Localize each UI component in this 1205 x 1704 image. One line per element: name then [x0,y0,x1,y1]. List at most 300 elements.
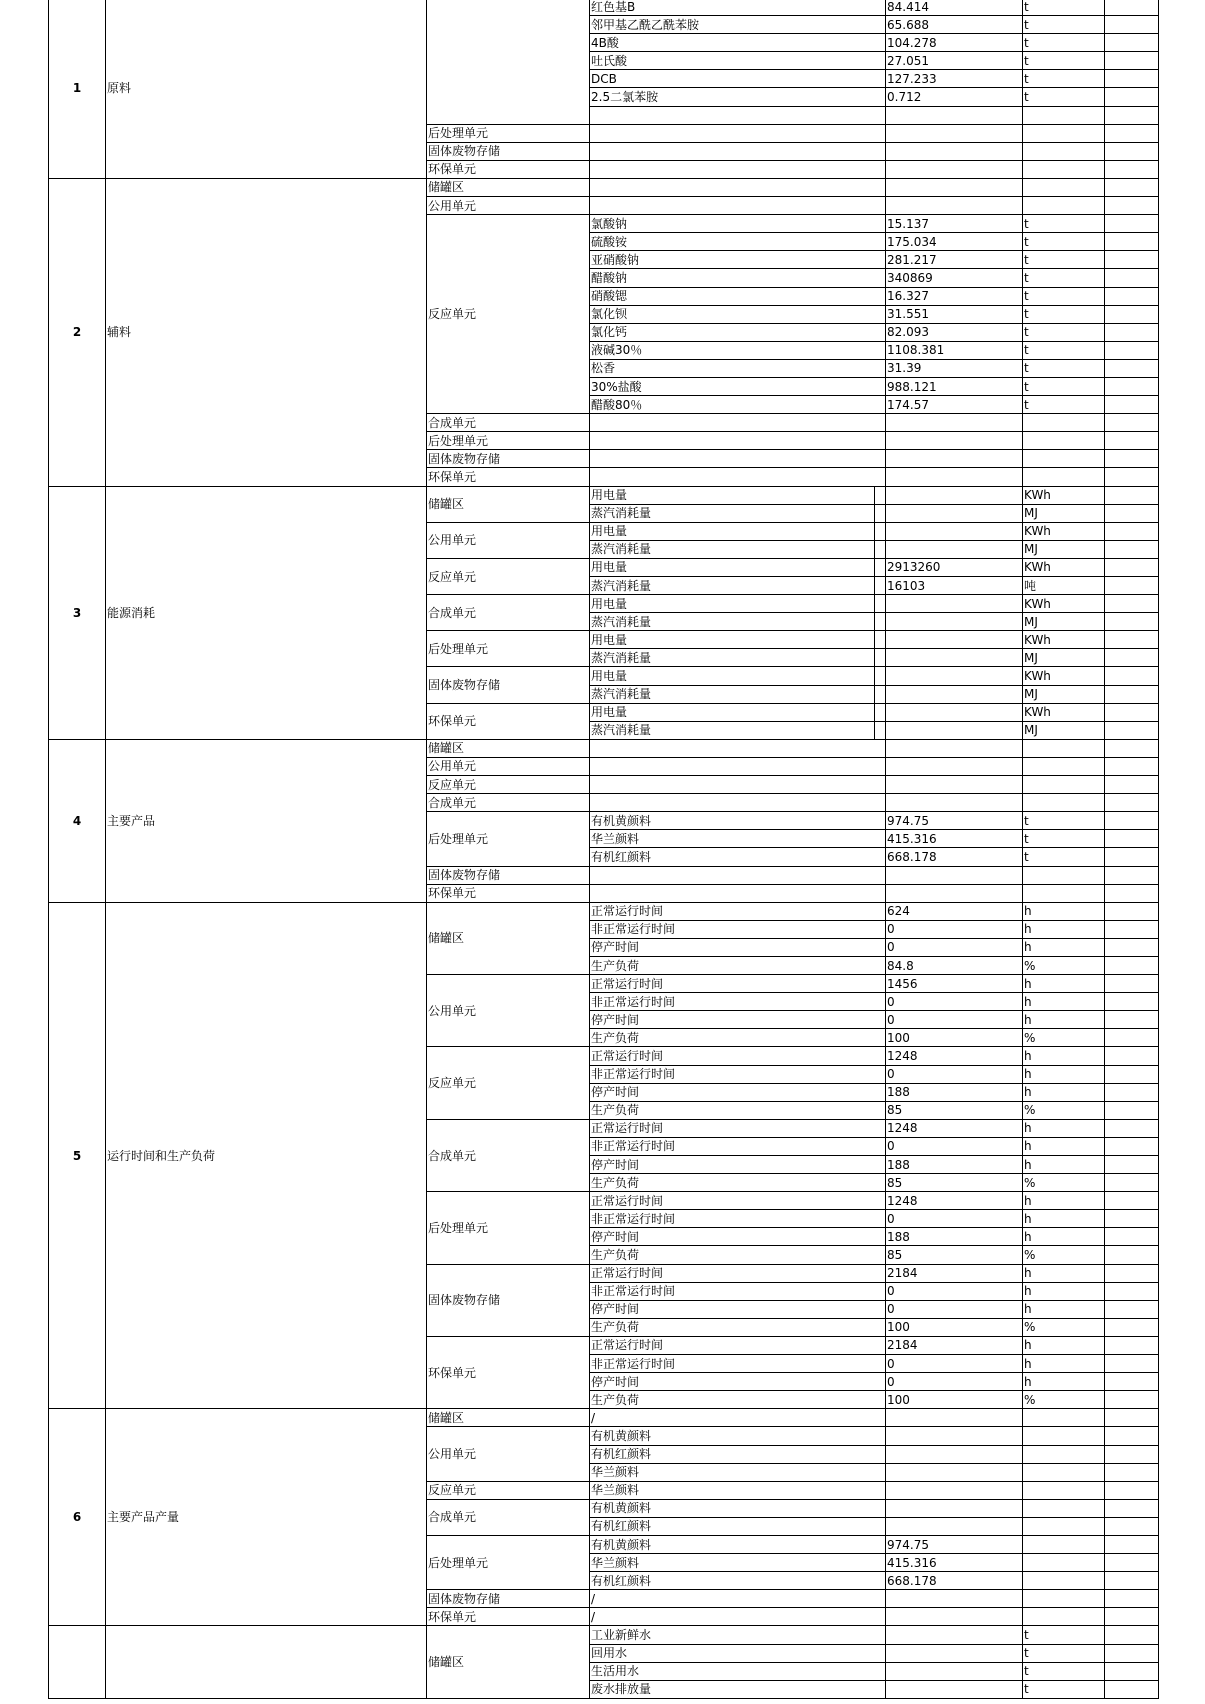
measure-cell: MJ [1023,504,1105,522]
section-number: 5 [49,902,106,1409]
remark-cell [1105,52,1159,70]
value-cell: 100 [886,1029,1023,1047]
measure-cell: KWh [1023,667,1105,685]
measure-cell: % [1023,1246,1105,1264]
measure-cell [1023,468,1105,486]
measure-cell [1023,739,1105,757]
value-cell [886,1481,1023,1499]
unit-cell: 反应单元 [427,558,590,594]
remark-cell [1105,1083,1159,1101]
value-cell [886,197,1023,215]
item-cell [590,178,886,196]
measure-cell: h [1023,920,1105,938]
value-cell: 1248 [886,1047,1023,1065]
remark-cell [1105,739,1159,757]
value-cell [886,1427,1023,1445]
value-cell: 415.316 [886,1554,1023,1572]
remark-cell [1105,1409,1159,1427]
measure-cell: h [1023,1228,1105,1246]
value-cell: 84.414 [886,0,1023,16]
value-cell: 0 [886,938,1023,956]
item-cell: 生产负荷 [590,1318,886,1336]
remark-cell [1105,1264,1159,1282]
item-cell: 有机红颜料 [590,1572,886,1590]
item-cell: 红色基B [590,0,886,16]
remark-cell [1105,721,1159,739]
remark-cell [1105,1336,1159,1354]
remark-cell [1105,1101,1159,1119]
measure-cell: MJ [1023,721,1105,739]
value-cell [886,160,1023,178]
item-cell: 4B酸 [590,34,886,52]
item-cell: 停产时间 [590,1083,886,1101]
measure-cell: % [1023,956,1105,974]
measure-cell [1023,1409,1105,1427]
measure-cell [1023,794,1105,812]
item-cell: 非正常运行时间 [590,1282,886,1300]
value-cell: 174.57 [886,396,1023,414]
remark-cell [1105,920,1159,938]
value-cell [886,884,1023,902]
item-cell: / [590,1608,886,1626]
value-cell: 2184 [886,1264,1023,1282]
value-cell: 15.137 [886,215,1023,233]
remark-cell [1105,1119,1159,1137]
unit-cell: 反应单元 [427,776,590,794]
remark-cell [1105,685,1159,703]
remark-cell [1105,1137,1159,1155]
item-cell: / [590,1409,886,1427]
table-row [49,1626,1159,1644]
unit-cell: 反应单元 [427,1481,590,1499]
unit-cell: 固体废物存储 [427,866,590,884]
remark-cell [1105,178,1159,196]
value-cell: 415.316 [886,830,1023,848]
item-cell [590,739,886,757]
value-cell: 0.712 [886,88,1023,106]
unit-cell: 反应单元 [427,1047,590,1119]
table-body [49,0,1159,1698]
remark-cell [1105,1228,1159,1246]
remark-cell [1105,432,1159,450]
inner-divider [874,558,875,576]
value-cell [886,595,1023,613]
value-cell: 0 [886,1065,1023,1083]
value-cell [886,1680,1023,1698]
item-cell: 液碱30％ [590,341,886,359]
section-number: 6 [49,1409,106,1626]
measure-cell: t [1023,287,1105,305]
measure-cell [1023,1517,1105,1535]
measure-cell: t [1023,70,1105,88]
section-category: 原料 [106,0,427,178]
remark-cell [1105,577,1159,595]
remark-cell [1105,1174,1159,1192]
measure-cell [1023,160,1105,178]
item-cell: 用电量 [590,703,886,721]
measure-cell: t [1023,396,1105,414]
item-cell: 生产负荷 [590,1391,886,1409]
item-cell: 非正常运行时间 [590,1355,886,1373]
remark-cell [1105,106,1159,124]
remark-cell [1105,341,1159,359]
value-cell: 2184 [886,1336,1023,1354]
measure-cell: MJ [1023,540,1105,558]
remark-cell [1105,1047,1159,1065]
remark-cell [1105,1192,1159,1210]
measure-cell: h [1023,1047,1105,1065]
measure-cell: h [1023,1137,1105,1155]
value-cell: 82.093 [886,323,1023,341]
measure-cell: KWh [1023,595,1105,613]
remark-cell [1105,1572,1159,1590]
remark-cell [1105,251,1159,269]
unit-cell [427,0,590,124]
measure-cell: % [1023,1174,1105,1192]
unit-cell: 公用单元 [427,1427,590,1481]
measure-cell: h [1023,1083,1105,1101]
remark-cell [1105,1481,1159,1499]
measure-cell [1023,124,1105,142]
table-row [49,178,1159,196]
remark-cell [1105,975,1159,993]
unit-cell: 固体废物存储 [427,142,590,160]
remark-cell [1105,540,1159,558]
unit-cell: 环保单元 [427,468,590,486]
item-cell: 用电量 [590,667,886,685]
item-cell: 吐氏酸 [590,52,886,70]
item-cell [590,160,886,178]
value-cell [886,631,1023,649]
unit-cell: 储罐区 [427,1409,590,1427]
remark-cell [1105,1662,1159,1680]
unit-cell: 储罐区 [427,1626,590,1698]
value-cell: 0 [886,1210,1023,1228]
value-cell [886,1409,1023,1427]
measure-cell [1023,1481,1105,1499]
data-table [48,0,1159,1699]
remark-cell [1105,1680,1159,1698]
unit-cell: 储罐区 [427,902,590,974]
measure-cell: t [1023,88,1105,106]
item-cell: 废水排放量 [590,1680,886,1698]
item-cell: 停产时间 [590,1373,886,1391]
unit-cell: 固体废物存储 [427,450,590,468]
measure-cell: % [1023,1391,1105,1409]
item-cell: 正常运行时间 [590,1336,886,1354]
value-cell: 340869 [886,269,1023,287]
item-cell: / [590,1590,886,1608]
item-cell: 正常运行时间 [590,975,886,993]
unit-cell: 储罐区 [427,178,590,196]
measure-cell: t [1023,1662,1105,1680]
remark-cell [1105,631,1159,649]
unit-cell: 反应单元 [427,215,590,414]
remark-cell [1105,414,1159,432]
remark-cell [1105,613,1159,631]
table-row [49,1409,1159,1427]
item-cell: 停产时间 [590,938,886,956]
unit-cell: 合成单元 [427,414,590,432]
value-cell [886,1608,1023,1626]
remark-cell [1105,1156,1159,1174]
unit-cell: 环保单元 [427,703,590,739]
measure-cell [1023,197,1105,215]
measure-cell: t [1023,305,1105,323]
value-cell [886,739,1023,757]
value-cell: 27.051 [886,52,1023,70]
remark-cell [1105,848,1159,866]
measure-cell: t [1023,0,1105,16]
section-category: 主要产品产量 [106,1409,427,1626]
remark-cell [1105,269,1159,287]
table-row [49,486,1159,504]
measure-cell: MJ [1023,685,1105,703]
inner-divider [874,721,875,739]
remark-cell [1105,215,1159,233]
item-cell: 停产时间 [590,1300,886,1318]
value-cell: 100 [886,1318,1023,1336]
item-cell: 用电量 [590,595,886,613]
value-cell [886,486,1023,504]
item-cell: 生活用水 [590,1662,886,1680]
item-cell: 华兰颜料 [590,1463,886,1481]
value-cell [886,1463,1023,1481]
remark-cell [1105,160,1159,178]
table-row [49,902,1159,920]
measure-cell: KWh [1023,631,1105,649]
value-cell [886,1445,1023,1463]
item-cell [590,124,886,142]
remark-cell [1105,866,1159,884]
measure-cell: t [1023,812,1105,830]
value-cell: 127.233 [886,70,1023,88]
measure-cell: h [1023,1373,1105,1391]
value-cell [886,106,1023,124]
item-cell: 醋酸钠 [590,269,886,287]
remark-cell [1105,757,1159,775]
remark-cell [1105,1210,1159,1228]
inner-divider [874,504,875,522]
value-cell: 974.75 [886,1535,1023,1553]
measure-cell [1023,1445,1105,1463]
measure-cell: t [1023,269,1105,287]
inner-divider [874,540,875,558]
remark-cell [1105,649,1159,667]
measure-cell: KWh [1023,522,1105,540]
remark-cell [1105,1318,1159,1336]
value-cell: 188 [886,1228,1023,1246]
value-cell: 104.278 [886,34,1023,52]
unit-cell: 后处理单元 [427,1192,590,1264]
section-category: 运行时间和生产负荷 [106,902,427,1409]
value-cell: 1248 [886,1119,1023,1137]
item-cell: 非正常运行时间 [590,1137,886,1155]
section-number [49,1626,106,1698]
value-cell: 100 [886,1391,1023,1409]
value-cell: 0 [886,1355,1023,1373]
remark-cell [1105,956,1159,974]
value-cell: 175.034 [886,233,1023,251]
remark-cell [1105,830,1159,848]
unit-cell: 后处理单元 [427,1535,590,1589]
measure-cell: t [1023,215,1105,233]
unit-cell: 环保单元 [427,1608,590,1626]
measure-cell: t [1023,830,1105,848]
remark-cell [1105,486,1159,504]
item-cell: 氯化钡 [590,305,886,323]
value-cell [886,432,1023,450]
item-cell: 用电量 [590,486,886,504]
measure-cell: % [1023,1101,1105,1119]
inner-divider [874,522,875,540]
unit-cell: 合成单元 [427,1119,590,1191]
measure-cell: % [1023,1029,1105,1047]
item-cell [590,106,886,124]
item-cell [590,794,886,812]
unit-cell: 公用单元 [427,757,590,775]
remark-cell [1105,1391,1159,1409]
remark-cell [1105,812,1159,830]
unit-cell: 固体废物存储 [427,1264,590,1336]
remark-cell [1105,70,1159,88]
item-cell: 醋酸80％ [590,396,886,414]
item-cell: 硫酸铵 [590,233,886,251]
remark-cell [1105,1355,1159,1373]
item-cell [590,197,886,215]
section-number: 1 [49,0,106,178]
item-cell: 亚硝酸钠 [590,251,886,269]
value-cell: 85 [886,1174,1023,1192]
value-cell [886,1517,1023,1535]
value-cell: 0 [886,920,1023,938]
item-cell: 回用水 [590,1644,886,1662]
measure-cell: MJ [1023,613,1105,631]
remark-cell [1105,1499,1159,1517]
item-cell: 蒸汽消耗量 [590,649,886,667]
remark-cell [1105,197,1159,215]
remark-cell [1105,902,1159,920]
value-cell [886,1662,1023,1680]
remark-cell [1105,0,1159,16]
unit-cell: 后处理单元 [427,432,590,450]
unit-cell: 合成单元 [427,1499,590,1535]
measure-cell: h [1023,902,1105,920]
section-category: 能源消耗 [106,486,427,739]
value-cell [886,1626,1023,1644]
item-cell: 蒸汽消耗量 [590,685,886,703]
value-cell [886,613,1023,631]
value-cell: 0 [886,1300,1023,1318]
section-number: 2 [49,178,106,486]
remark-cell [1105,1644,1159,1662]
item-cell: DCB [590,70,886,88]
value-cell: 84.8 [886,956,1023,974]
remark-cell [1105,1282,1159,1300]
value-cell: 0 [886,1373,1023,1391]
item-cell: 松香 [590,359,886,377]
unit-cell: 合成单元 [427,595,590,631]
item-cell: 蒸汽消耗量 [590,540,886,558]
measure-cell: t [1023,1644,1105,1662]
remark-cell [1105,16,1159,34]
value-cell [886,703,1023,721]
remark-cell [1105,1373,1159,1391]
remark-cell [1105,667,1159,685]
measure-cell: t [1023,359,1105,377]
remark-cell [1105,88,1159,106]
item-cell: 有机红颜料 [590,1517,886,1535]
unit-cell: 储罐区 [427,739,590,757]
unit-cell: 环保单元 [427,1336,590,1408]
measure-cell [1023,1499,1105,1517]
remark-cell [1105,1246,1159,1264]
item-cell: 华兰颜料 [590,1554,886,1572]
value-cell [886,757,1023,775]
value-cell: 1108.381 [886,341,1023,359]
remark-cell [1105,124,1159,142]
remark-cell [1105,884,1159,902]
item-cell: 有机黄颜料 [590,1427,886,1445]
remark-cell [1105,1554,1159,1572]
unit-cell: 固体废物存储 [427,667,590,703]
item-cell: 工业新鲜水 [590,1626,886,1644]
measure-cell: h [1023,938,1105,956]
unit-cell: 公用单元 [427,522,590,558]
measure-cell: h [1023,993,1105,1011]
value-cell [886,124,1023,142]
item-cell [590,776,886,794]
item-cell: 有机红颜料 [590,848,886,866]
unit-cell: 环保单元 [427,160,590,178]
unit-cell: 环保单元 [427,884,590,902]
value-cell: 0 [886,1282,1023,1300]
value-cell [886,794,1023,812]
item-cell [590,866,886,884]
measure-cell: h [1023,1192,1105,1210]
remark-cell [1105,377,1159,395]
remark-cell [1105,34,1159,52]
measure-cell: % [1023,1318,1105,1336]
unit-cell: 储罐区 [427,486,590,522]
measure-cell: h [1023,1065,1105,1083]
item-cell: 蒸汽消耗量 [590,721,886,739]
item-cell: 硝酸锶 [590,287,886,305]
measure-cell [1023,866,1105,884]
inner-divider [874,703,875,721]
unit-cell: 固体废物存储 [427,1590,590,1608]
measure-cell [1023,1463,1105,1481]
item-cell: 华兰颜料 [590,830,886,848]
remark-cell [1105,794,1159,812]
section-number: 4 [49,739,106,902]
value-cell [886,1590,1023,1608]
measure-cell [1023,1554,1105,1572]
item-cell: 非正常运行时间 [590,993,886,1011]
value-cell: 668.178 [886,848,1023,866]
item-cell: 有机黄颜料 [590,812,886,830]
remark-cell [1105,1445,1159,1463]
item-cell: 停产时间 [590,1156,886,1174]
item-cell: 停产时间 [590,1228,886,1246]
measure-cell [1023,1427,1105,1445]
measure-cell: h [1023,1355,1105,1373]
remark-cell [1105,703,1159,721]
measure-cell: h [1023,1156,1105,1174]
measure-cell [1023,1572,1105,1590]
measure-cell: t [1023,52,1105,70]
remark-cell [1105,1517,1159,1535]
